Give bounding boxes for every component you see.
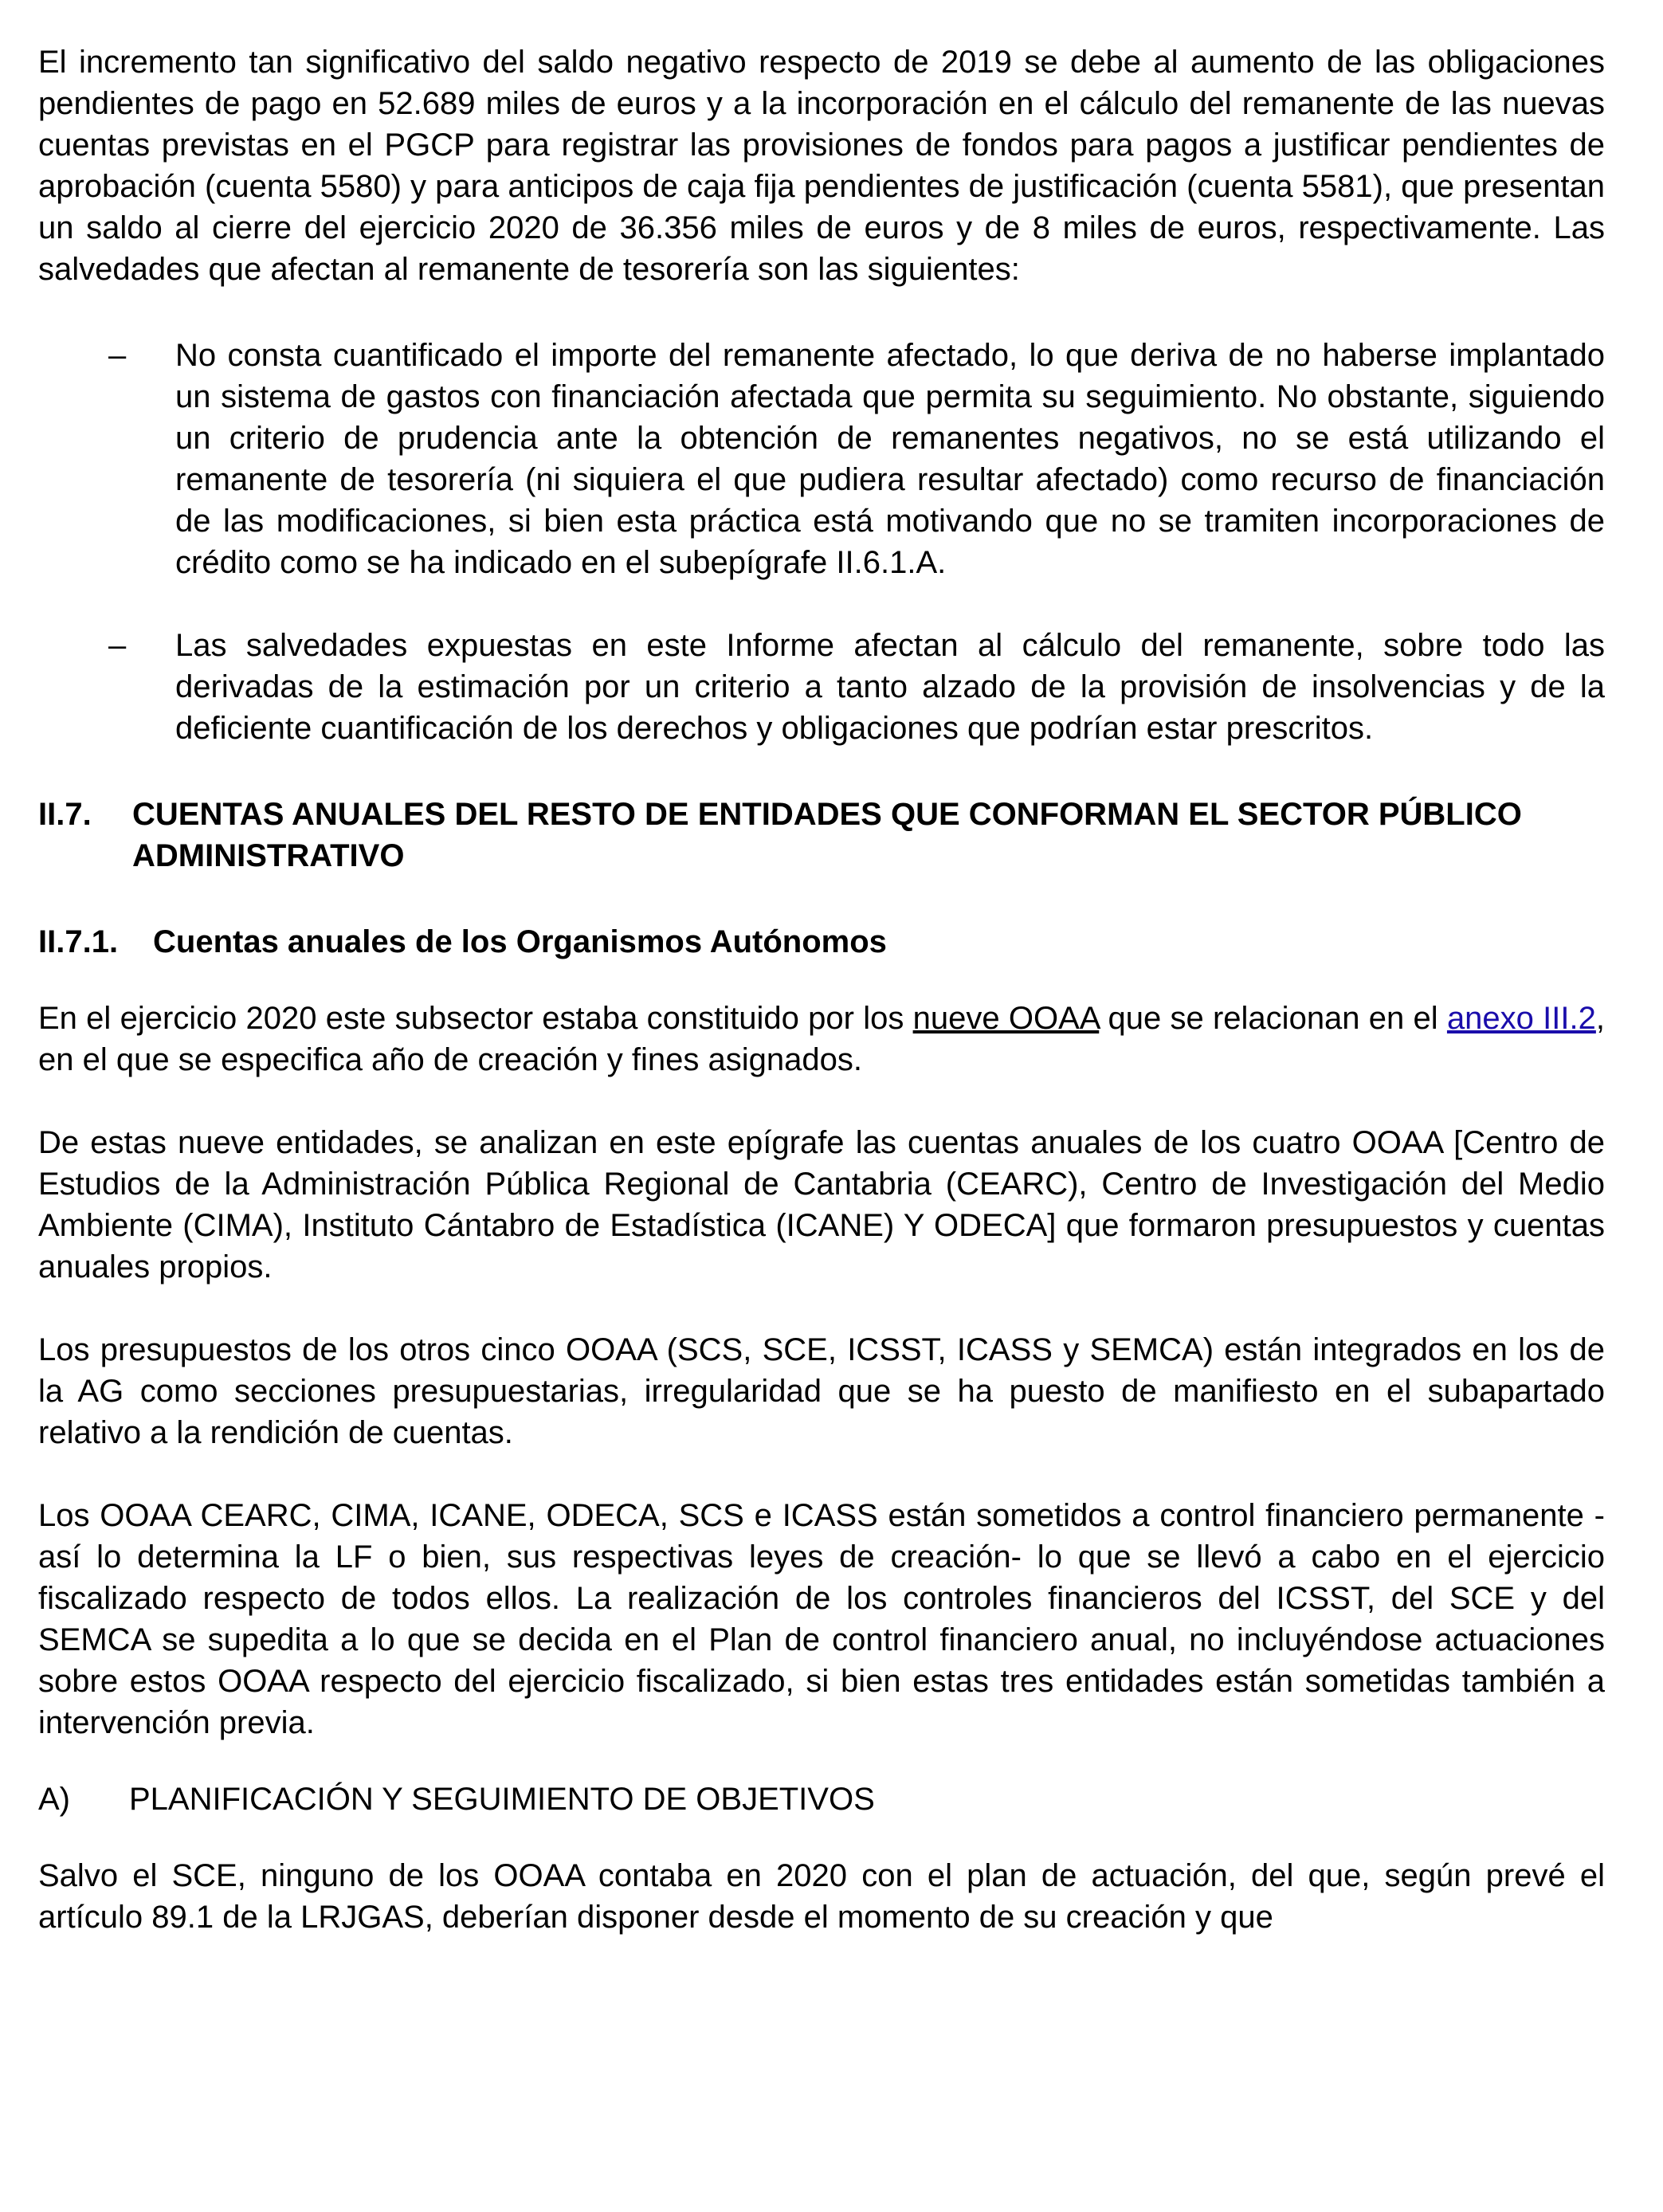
section-title: PLANIFICACIÓN Y SEGUIMIENTO DE OBJETIVOS	[129, 1782, 875, 1817]
paragraph-subsector-ooaa	[38, 998, 1605, 1081]
section-number: II.7.	[38, 797, 92, 832]
bullet-item-remanente-afectado	[38, 335, 1605, 583]
paragraph-control-financiero: Los OOAA CEARC, CIMA, ICANE, ODECA, SCS e ICASS están sometidos a control financiero permanente -así lo determina la LF o bien, sus respectivas leyes de creación- lo que se llevó a cabo en el ejercicio fiscalizado respecto de todos ellos. La realización de los controles financieros del ICSST, del SCE y del SEMCA se supedita a lo que se decida en el Plan de control financiero anual, no incluyéndose actuaciones sobre estos OOAA respecto del ejercicio fiscalizado, si bien estas tres entidades están sometidas también a intervención previa.	[38, 1498, 1605, 1740]
document-page	[38, 41, 1605, 1938]
dash-bullet-icon: –	[108, 338, 127, 373]
paragraph-cuatro-ooaa: De estas nueve entidades, se analizan en este epígrafe las cuentas anuales de los cuatro OOAA [Centro de Estudios de la Administración Pública Regional de Cantabria (CEARC), Centro de Investigación del Medio Ambiente (CIMA), Instituto Cántabro de Estadística (ICANE) Y ODECA] que formaron presupuestos y cuentas anuales propios.	[38, 1125, 1605, 1284]
section-title: CUENTAS ANUALES DEL RESTO DE ENTIDADES QUE CONFORMAN EL SECTOR PÚBLICO ADMINISTRATIVO	[132, 797, 1522, 873]
text-run: En el ejercicio 2020 este subsector estaba constituido por los	[38, 1001, 913, 1036]
subsection-title: Cuentas anuales de los Organismos Autónomos	[153, 924, 887, 959]
paragraph-remanente-intro: El incremento tan significativo del saldo negativo respecto de 2019 se debe al aumento de las obligaciones pendientes de pago en 52.689 miles de euros y a la incorporación en el cálculo del remanente de las nuevas cuentas previstas en el PGCP para registrar las provisiones de fondos para pagos a justificar pendientes de aprobación (cuenta 5580) y para anticipos de caja fija pendientes de justificación (cuenta 5581), que presentan un saldo al cierre del ejercicio 2020 de 36.356 miles de euros y de 8 miles de euros, respectivamente. Las salvedades que afectan al remanente de tesorería son las siguientes:	[38, 45, 1605, 287]
bullet-item-salvedades	[38, 625, 1605, 749]
paragraph-cinco-ooaa: Los presupuestos de los otros cinco OOAA (SCS, SCE, ICSST, ICASS y SEMCA) están integrados en los de la AG como secciones presupuestarias, irregularidad que se ha puesto de manifiesto en el subapartado relativo a la rendición de cuentas.	[38, 1332, 1605, 1450]
underlined-text: nueve OOAA	[912, 1001, 1100, 1036]
subsection-heading-ii71	[38, 921, 1605, 963]
dash-bullet-icon: –	[108, 628, 127, 663]
text-run: que se relacionan en el	[1099, 1001, 1447, 1036]
bullet-text: Las salvedades expuestas en este Informe afectan al cálculo del remanente, sobre todo las derivadas de la estimación por un criterio a tanto alzado de la provisión de insolvencias y de la deficiente cuantificación de los derechos y obligaciones que podrían estar prescritos.	[175, 628, 1605, 746]
bullet-text: No consta cuantificado el importe del remanente afectado, lo que deriva de no haberse implantado un sistema de gastos con financiación afectada que permita su seguimiento. No obstante, siguiendo un criterio de prudencia ante la obtención de remanentes negativos, no se está utilizando el remanente de tesorería (ni siquiera el que pudiera resultar afectado) como recurso de financiación de las modificaciones, si bien esta práctica está motivando que no se tramiten incorporaciones de crédito como se ha indicado en el subepígrafe II.6.1.A.	[175, 338, 1605, 580]
paragraph-plan-actuacion: Salvo el SCE, ninguno de los OOAA contaba en 2020 con el plan de actuación, del que, según prevé el artículo 89.1 de la LRJGAS, deberían disponer desde el momento de su creación y que	[38, 1858, 1605, 1935]
section-letter: A)	[38, 1782, 70, 1817]
subsection-number: II.7.1.	[38, 924, 119, 959]
section-heading-ii7	[38, 794, 1605, 877]
text-run: , en el que se especifica año de creación y fines asignados.	[38, 1001, 1605, 1077]
anexo-link[interactable]: anexo III.2	[1446, 1001, 1596, 1036]
section-heading-a	[38, 1779, 1605, 1820]
